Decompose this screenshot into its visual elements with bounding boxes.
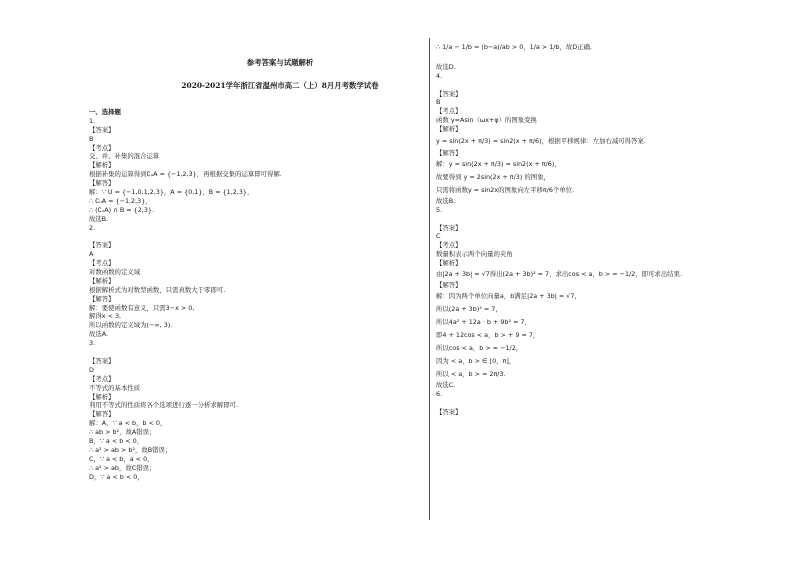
section-label: 【考点】 [89,143,115,152]
text-line: 故要得到 y = 2sin(2x + π/3) 的图象， [436,172,550,181]
text-line: 解：因为两个单位向量a，b满足|2a + 3b| = √7， [436,291,581,300]
text-line [89,232,419,241]
section-label: 【解析】 [89,161,115,170]
text-line: C，∵ a < b，a < 0， [89,454,154,463]
section-label: 【解答】 [89,294,115,303]
text-line: C [436,232,441,241]
section-label: 【答案】 [89,241,115,250]
text-line: 根据补集的运算得到∁ᵤA = {−1,2,3}，再根据交集的运算即可得解. [89,170,282,179]
section-label: 【解答】 [436,149,462,158]
text-line: 解：A，∵ a < b，b < 0， [89,419,167,428]
text-line: B，∵ a < b < 0， [89,436,144,445]
text-line: 1. [89,116,96,125]
section-label: 【答案】 [89,356,115,365]
text-line: 解得x < 3, [89,312,122,321]
section-label: 【考点】 [436,241,462,250]
text-line: 利用不等式的性质将各个选项进行逐一分析求解即可. [89,401,239,410]
section-label: 【解析】 [436,259,462,268]
text-line: 不等式的基本性质 [89,383,141,392]
right-column [436,41,756,416]
text-line: ∴ a² > ab > b²，故B错误； [89,445,172,454]
text-line: 2. [89,223,96,232]
text-line: 解：要使函数有意义，只需3−x > 0, [89,303,195,312]
text-line: 函数 y=Asin（ωx+φ）的图象变换 [436,116,537,125]
section-label: 【答案】 [436,223,462,232]
text-line: ∴ ∁ᵤA = {−1,2,3}， [89,196,152,205]
section-label: 【解析】 [89,392,115,401]
text-line: 交、并、补集的混合运算 [89,152,160,161]
text-line: B [89,134,94,143]
section-label: 【答案】 [436,407,462,416]
section-label: 【解答】 [89,410,115,419]
section-label: 【答案】 [89,125,115,134]
section-heading: 一、选择题 [89,108,121,116]
left-column [89,108,419,481]
section-label: 【解答】 [89,179,115,188]
text-line: 所以4a² + 12a · b + 9b² = 7， [436,317,531,326]
text-line [89,348,419,357]
section-label: 【解答】 [436,281,462,290]
text-line: 故选A. [89,330,109,339]
column-divider [429,38,430,520]
text-line: ∴ ab > b²，故A错误； [89,428,156,437]
text-line: 6. [436,389,443,398]
text-line: 即4 + 12cos < a，b > + 9 = 7， [436,330,540,339]
text-line: 3. [89,339,96,348]
text-line: 数量积表示两个向量的夹角 [436,250,513,259]
text-line: B [436,98,441,107]
section-label: 【考点】 [436,107,462,116]
text-line: 根据解析式为对数型函数，只需真数大于零即可. [89,285,226,294]
text-line [436,54,756,63]
text-line: 所以 < a，b > = 2π/3. [436,369,506,378]
text-line: ∴ a² > ab，故C错误； [89,463,156,472]
text-line [436,215,756,224]
section-label: 【解析】 [89,276,115,285]
text-line: 5. [436,205,443,214]
text-line: ∴ 1/a − 1/b = (b−a)/ab > 0，1/a > 1/b，故D正确. [436,43,592,51]
text-line: 故选D. [436,62,456,71]
text-line: 解：y = sin(2x + π/3) = sin2(x + π/6)， [436,159,561,168]
text-line: 因为 < a，b > ∈ [0，π]， [436,356,516,365]
text-line: 故选B. [436,196,456,205]
section-label: 【解析】 [436,125,462,134]
doc-title: 参考答案与试题解析 [246,58,314,67]
text-line: y = sin(2x + π/3) = sin2(x + π/6)，根据平移规律：左加右减可得答案. [436,137,646,146]
section-label: 【考点】 [89,374,115,383]
section-label: 【答案】 [436,89,462,98]
text-line: 只需将函数y = sin2x的图象向左平移π/6个单位. [436,185,575,194]
text-line: D，∵ a < b < 0， [89,472,144,481]
section-label: 【考点】 [89,259,115,268]
text-line: A [89,250,94,259]
text-line: D [89,365,94,374]
text-line: 对数函数的定义域 [89,268,141,277]
text-line: 4. [436,71,443,80]
text-line [436,81,756,90]
text-line: 所以函数的定义域为(−∞, 3). [89,321,173,330]
text-line: 故选C. [436,380,456,389]
text-line: 所以(2a + 3b)² = 7， [436,304,502,313]
text-line [436,399,756,408]
text-line: 由|2a + 3b| = √7得出(2a + 3b)² = 7，求出cos < a，b > = −1/2，即可求出结果. [436,270,683,279]
text-line: ∴ (∁ᵤA) ∩ B = {2,3}. [89,205,154,214]
text-line: 故选B. [89,214,109,223]
exam-title: 2020-2021学年浙江省温州市高二（上）8月月考数学试卷 [181,81,379,90]
text-line: 所以cos < a，b > = −1/2， [436,343,523,352]
text-line: 解：∵ U = {−1,0,1,2,3}，A = {0,1}，B = {1,2,3}， [89,188,254,197]
